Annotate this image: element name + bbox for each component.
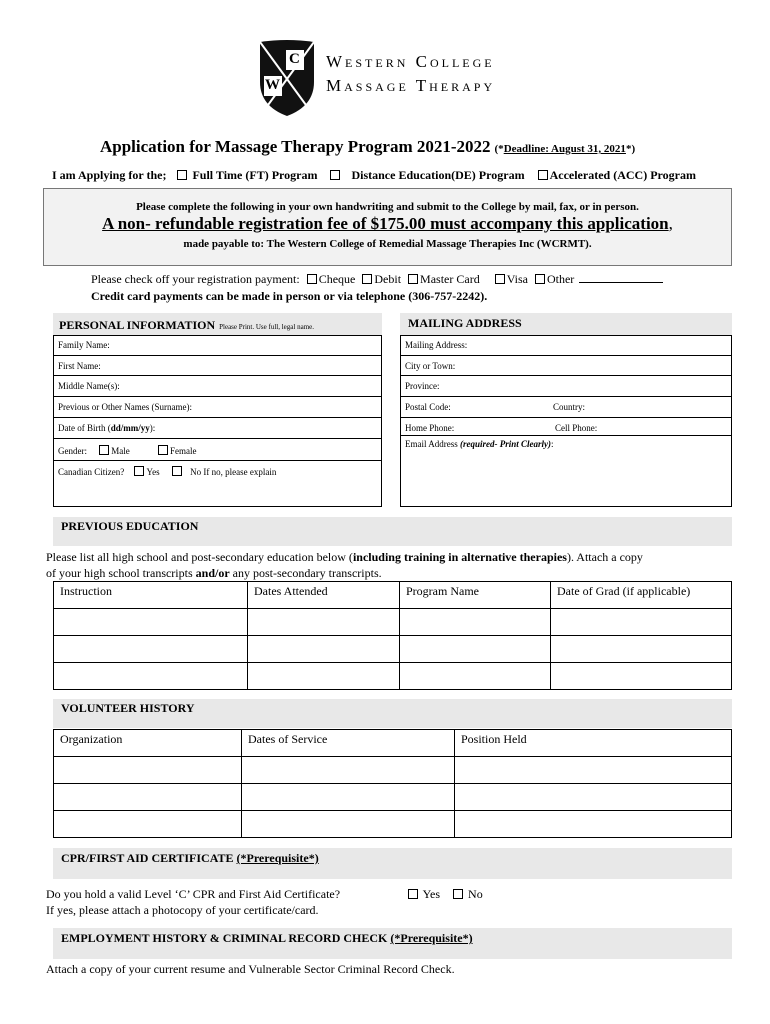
previous-names-field[interactable]: Previous or Other Names (Surname):	[53, 397, 382, 418]
logo-line-2: Massage Therapy	[326, 76, 496, 95]
employment-heading-text: EMPLOYMENT HISTORY & CRIMINAL RECORD CHECK	[61, 931, 388, 945]
gender-label: Gender:	[58, 446, 87, 456]
education-heading: PREVIOUS EDUCATION	[61, 519, 199, 533]
payment-row	[91, 272, 663, 287]
notice-line-2	[43, 214, 732, 234]
personal-heading-text: PERSONAL INFORMATION	[59, 318, 216, 332]
gender-field	[53, 439, 382, 461]
de-label: Distance Education(DE) Program	[351, 168, 525, 182]
education-intro-andor: and/or	[195, 566, 230, 580]
volunteer-table	[53, 729, 732, 838]
other-input-line[interactable]	[579, 282, 663, 283]
debit-label: Debit	[374, 272, 402, 286]
education-header-row	[54, 582, 732, 609]
cheque-checkbox[interactable]	[307, 274, 317, 284]
employment-prereq: (*Prerequisite*)	[390, 931, 473, 945]
employment-note: Attach a copy of your current resume and Vulnerable Sector Criminal Record Check.	[46, 962, 455, 976]
college-logo	[256, 38, 318, 118]
home-phone-label: Home Phone:	[405, 423, 455, 433]
cpr-prereq: (*Prerequisite*)	[236, 851, 319, 865]
title-main: Application for Massage Therapy Program 2021-2022	[100, 137, 491, 156]
page-title	[100, 137, 635, 157]
family-name-field[interactable]: Family Name:	[53, 335, 382, 356]
female-label: Female	[170, 446, 197, 456]
table-row[interactable]	[54, 757, 732, 784]
email-field[interactable]	[405, 439, 554, 449]
female-checkbox[interactable]	[158, 445, 168, 455]
cpr-options	[404, 887, 483, 902]
notice-line-1: Please complete the following in your own handwriting and submit to the College by mail, fax, or in person.	[136, 201, 639, 213]
citizen-no-label: No	[190, 467, 202, 477]
table-row[interactable]	[54, 784, 732, 811]
cpr-yes-label: Yes	[422, 887, 441, 901]
dob-end: ):	[149, 423, 156, 433]
col-dates-attended: Dates Attended	[248, 582, 400, 609]
program-selection	[52, 168, 696, 183]
dob-label: Date of Birth (	[58, 423, 111, 433]
logo-letter-c: C	[289, 51, 300, 67]
phone-field[interactable]	[400, 418, 732, 435]
cpr-no-label: No	[468, 887, 483, 901]
acc-label: Accelerated (ACC) Program	[549, 168, 696, 182]
male-checkbox[interactable]	[99, 445, 109, 455]
dob-field[interactable]	[53, 418, 382, 439]
deadline-close: *)	[625, 143, 636, 155]
col-instruction: Instruction	[54, 582, 248, 609]
employment-heading	[61, 931, 473, 946]
payment-label: Please check off your registration payment:	[91, 272, 300, 286]
phone-divider	[400, 435, 732, 436]
postal-country-field[interactable]	[400, 397, 732, 418]
citizen-label: Canadian Citizen?	[58, 467, 125, 477]
postal-label: Postal Code:	[405, 402, 451, 412]
mastercard-label: Master Card	[420, 272, 480, 286]
table-row[interactable]	[54, 811, 732, 838]
male-label: Male	[111, 446, 130, 456]
volunteer-heading: VOLUNTEER HISTORY	[61, 701, 195, 715]
cheque-label: Cheque	[318, 272, 356, 286]
col-position-held: Position Held	[455, 730, 732, 757]
cpr-heading-text: CPR/FIRST AID CERTIFICATE	[61, 851, 234, 865]
email-note: (required- Print Clearly)	[460, 439, 551, 449]
acc-checkbox[interactable]	[538, 170, 548, 180]
fee-notice-comma: ,	[668, 214, 673, 233]
debit-checkbox[interactable]	[362, 274, 372, 284]
citizen-yes-label: Yes	[146, 467, 160, 477]
logo-letter-w: W	[265, 77, 280, 93]
citizen-explain: If no, please explain	[203, 467, 277, 477]
fee-notice: A non- refundable registration fee of $175.00 must accompany this application	[102, 214, 669, 233]
deadline-open: (*	[494, 143, 504, 155]
notice-line-3: made payable to: The Western College of Remedial Massage Therapies Inc (WCRMT).	[183, 238, 592, 250]
deadline-text: Deadline: August 31, 2021	[503, 143, 626, 155]
mailing-heading: MAILING ADDRESS	[408, 316, 522, 330]
citizen-no-checkbox[interactable]	[172, 466, 182, 476]
education-intro	[46, 549, 736, 581]
city-field[interactable]: City or Town:	[400, 356, 732, 376]
mastercard-checkbox[interactable]	[408, 274, 418, 284]
de-checkbox[interactable]	[330, 170, 340, 180]
col-date-grad: Date of Grad (if applicable)	[551, 582, 732, 609]
applying-label: I am Applying for the;	[52, 168, 167, 182]
personal-heading	[59, 316, 314, 334]
other-label: Other	[546, 272, 575, 286]
ft-checkbox[interactable]	[177, 170, 187, 180]
dob-format: dd/mm/yy	[110, 423, 150, 433]
logo-line-1: Western College	[326, 52, 495, 71]
first-name-field[interactable]: First Name:	[53, 356, 382, 376]
education-intro-bold: including training in alternative therapies	[352, 550, 567, 564]
education-table	[53, 581, 732, 690]
cell-phone-label: Cell Phone:	[555, 423, 598, 433]
payment-note: Credit card payments can be made in person or via telephone (306-757-2242).	[91, 289, 488, 303]
education-intro-b: ). Attach a copy	[566, 550, 643, 564]
table-row[interactable]	[54, 663, 732, 690]
country-label: Country:	[553, 402, 586, 412]
cpr-question: Do you hold a valid Level ‘C’ CPR and First Aid Certificate?	[46, 887, 341, 901]
cpr-no-checkbox[interactable]	[453, 889, 463, 899]
middle-name-field[interactable]: Middle Name(s):	[53, 376, 382, 397]
education-intro-d: any post-secondary transcripts.	[229, 566, 382, 580]
col-dates-service: Dates of Service	[242, 730, 455, 757]
cpr-heading	[61, 851, 319, 866]
citizen-field	[58, 466, 276, 477]
ft-label: Full Time (FT) Program	[192, 168, 318, 182]
table-row[interactable]	[54, 609, 732, 636]
personal-subheading: Please Print. Use full, legal name.	[219, 323, 314, 331]
visa-checkbox[interactable]	[495, 274, 505, 284]
cpr-yes-checkbox[interactable]	[408, 889, 418, 899]
citizen-yes-checkbox[interactable]	[134, 466, 144, 476]
email-end: :	[551, 439, 554, 449]
volunteer-header-row	[54, 730, 732, 757]
col-organization: Organization	[54, 730, 242, 757]
col-program-name: Program Name	[400, 582, 551, 609]
other-checkbox[interactable]	[535, 274, 545, 284]
mailing-address-field[interactable]: Mailing Address:	[400, 335, 732, 356]
education-intro-a: Please list all high school and post-secondary education below (	[46, 550, 353, 564]
visa-label: Visa	[506, 272, 528, 286]
education-intro-c: of your high school transcripts	[46, 566, 196, 580]
cpr-note: If yes, please attach a photocopy of your certificate/card.	[46, 903, 319, 917]
table-row[interactable]	[54, 636, 732, 663]
email-label: Email Address	[405, 439, 458, 449]
province-field[interactable]: Province:	[400, 376, 732, 397]
